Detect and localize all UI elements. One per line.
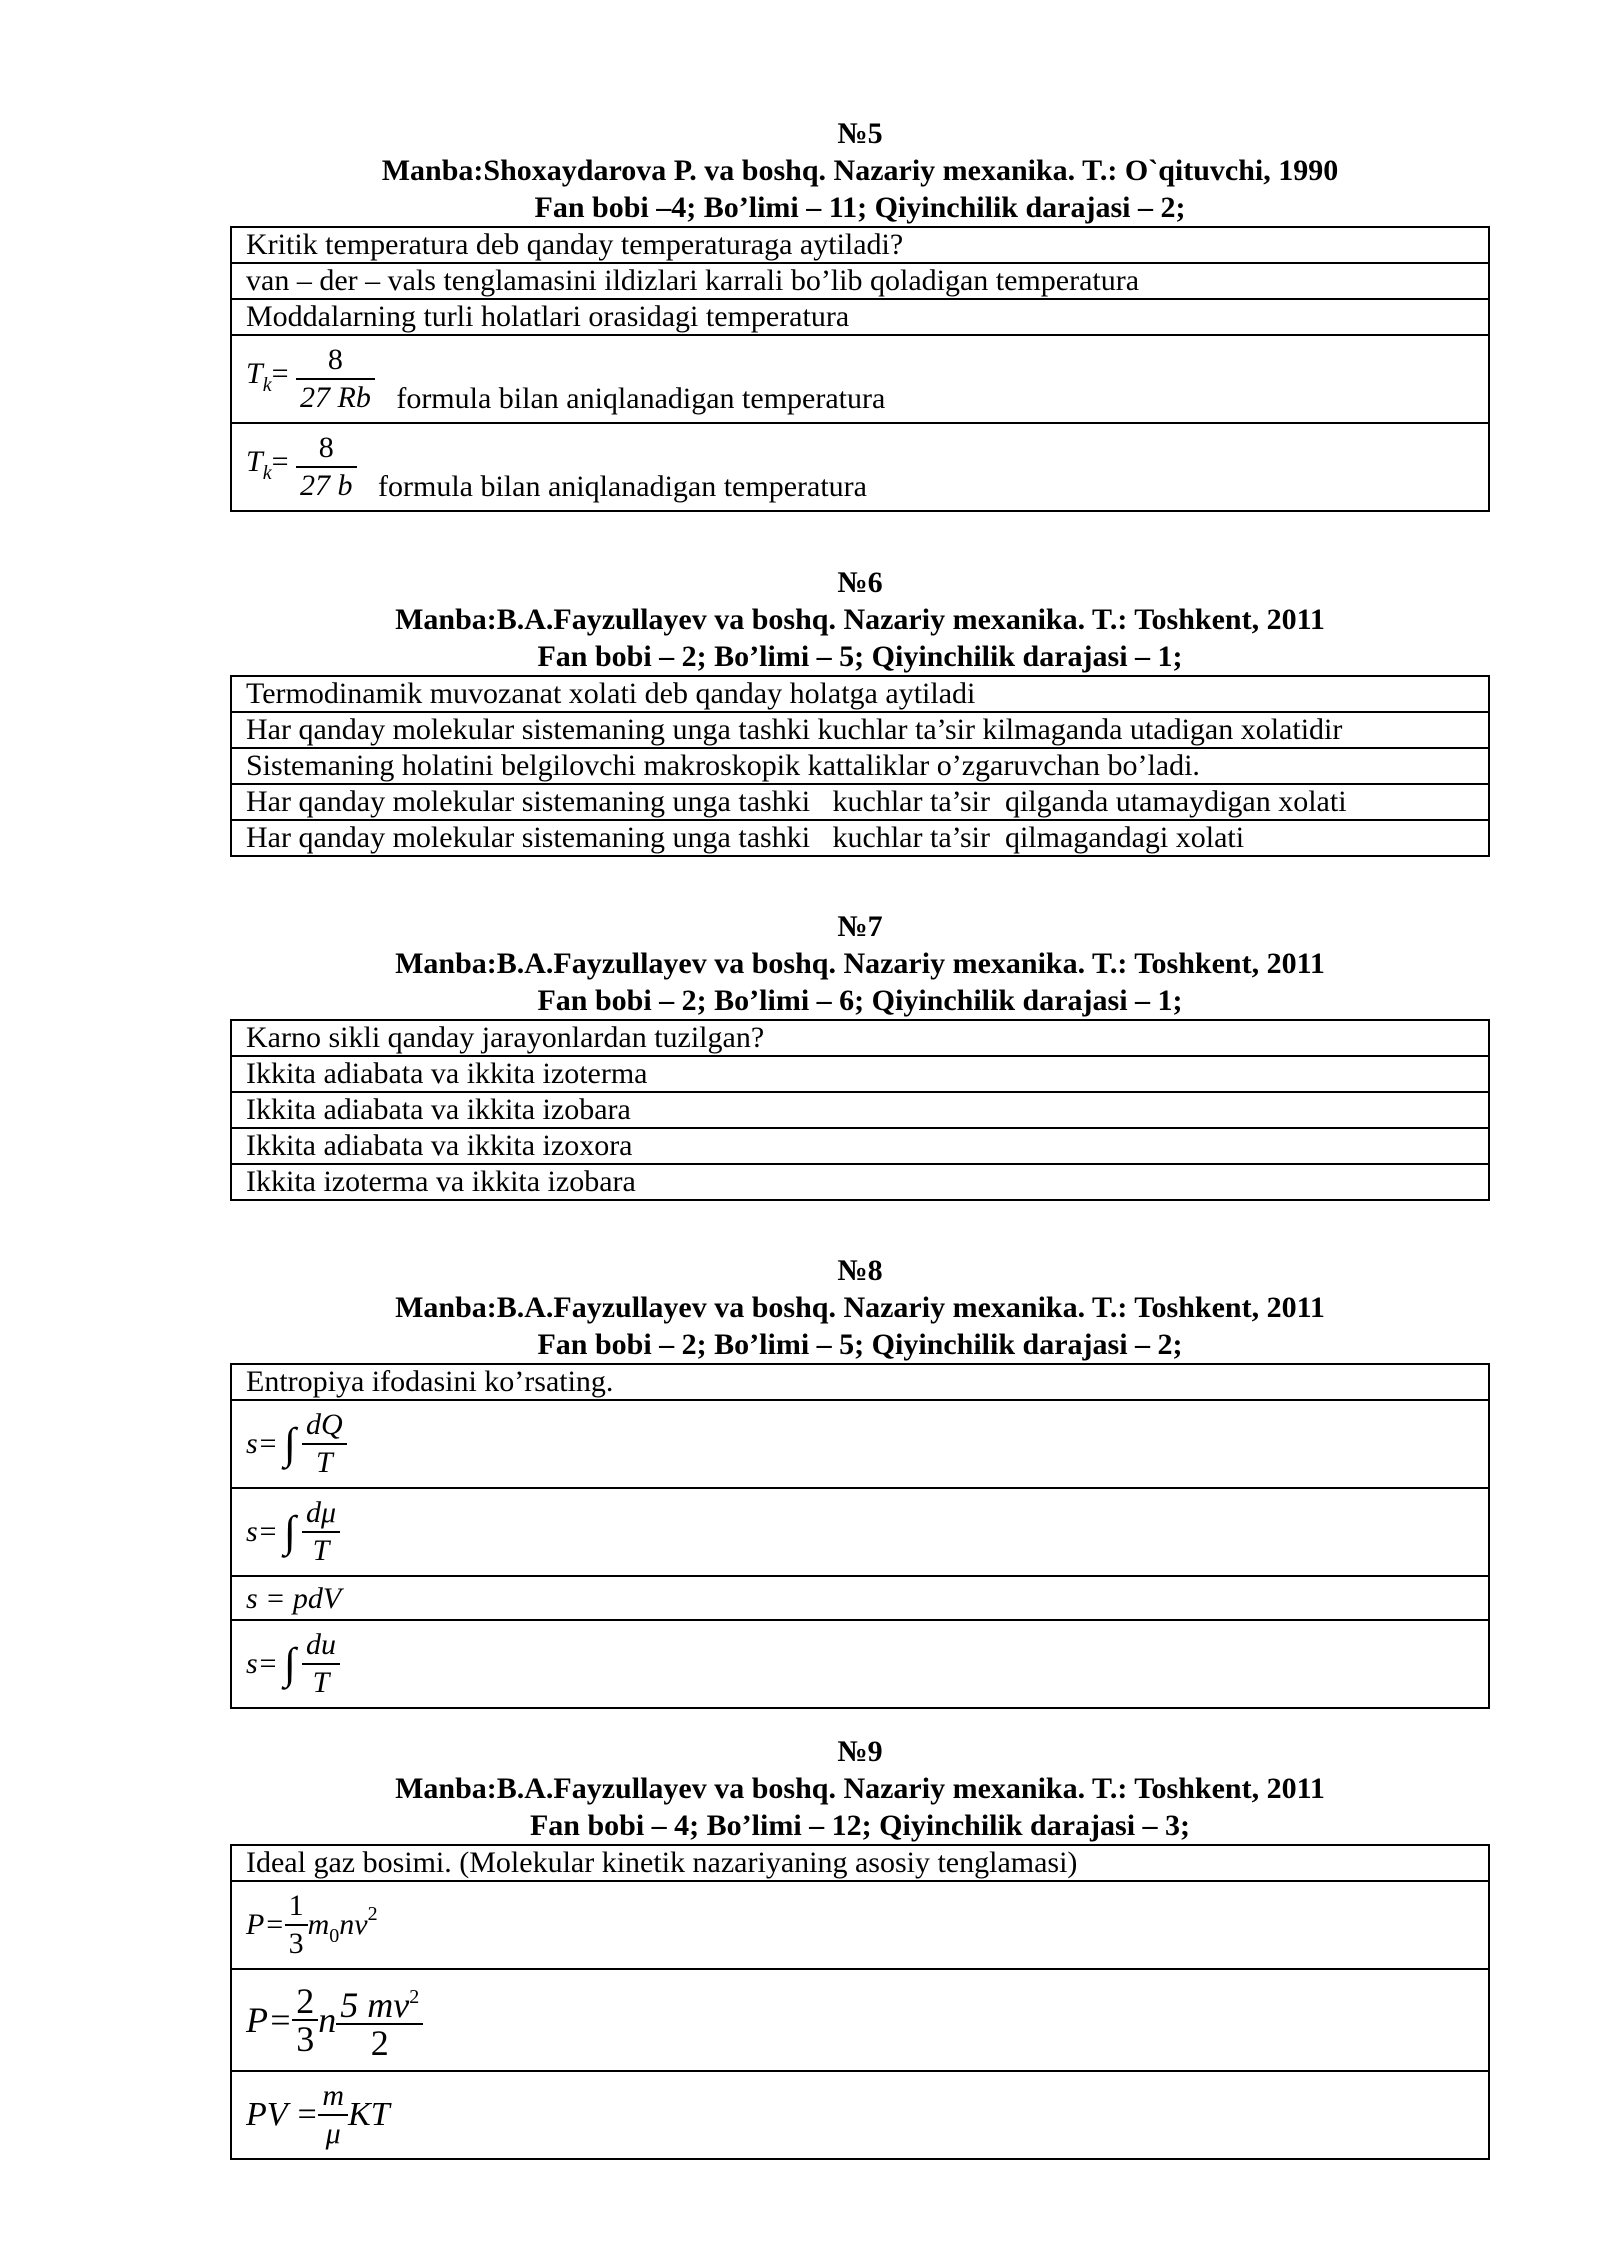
question-5 — [230, 115, 1490, 512]
question-text: Kritik temperatura deb qanday temperaturaga aytiladi? — [231, 227, 1489, 263]
formula-fraction: $\frac{1}{3}$ — [285, 1888, 308, 1962]
question-6 — [230, 564, 1490, 857]
question-table — [230, 675, 1490, 857]
question-table — [230, 226, 1490, 512]
question-text: Termodinamik muvozanat xolati deb qanday holatga aytiladi — [231, 676, 1489, 712]
answer-option — [231, 1969, 1489, 2071]
formula: P= — [246, 2000, 293, 2040]
answer-option: Har qanday molekular sistemaning unga tashki kuchlar ta’sir qilmagandagi xolati — [231, 820, 1489, 856]
integral-sign: ∫ — [283, 1639, 296, 1688]
question-number: №8 — [837, 1254, 883, 1287]
question-number: №9 — [837, 1735, 883, 1768]
answer-option — [231, 335, 1489, 423]
answer-option — [231, 1488, 1489, 1576]
question-table — [230, 1844, 1490, 2160]
formula: P= — [246, 1908, 285, 1941]
answer-option: Ikkita adiabata va ikkita izoterma — [231, 1056, 1489, 1092]
formula: s = pdV — [246, 1582, 342, 1616]
question-8 — [230, 1252, 1490, 1709]
question-source: Manba:B.A.Fayzullayev va boshq. Nazariy mexanika. T.: Toshkent, 2011 — [395, 1772, 1325, 1805]
formula-fraction: $\frac{d\mu}{T}$ — [302, 1495, 340, 1569]
formula-fraction: $\frac{m}{\mu}$ — [318, 2078, 348, 2152]
formula: s= — [246, 1515, 278, 1548]
formula: $T_k=$ — [246, 356, 289, 396]
formula: $m_0nv^2$ — [307, 1903, 378, 1947]
question-meta: Fan bobi – 2; Bo’limi – 5; Qiyinchilik darajasi – 2; — [537, 1328, 1183, 1361]
answer-option — [231, 1620, 1489, 1708]
answer-option — [231, 1400, 1489, 1488]
answer-option: Moddalarning turli holatlari orasidagi temperatura — [231, 299, 1489, 335]
answer-option: Ikkita adiabata va ikkita izobara — [231, 1092, 1489, 1128]
question-meta: Fan bobi – 2; Bo’limi – 5; Qiyinchilik darajasi – 1; — [537, 640, 1183, 673]
question-meta: Fan bobi – 2; Bo’limi – 6; Qiyinchilik darajasi – 1; — [537, 984, 1183, 1017]
formula: $T_k=$ — [246, 444, 289, 484]
answer-option: Ikkita izoterma va ikkita izobara — [231, 1164, 1489, 1200]
formula-fraction: $\frac{5 mv^2}{2}$ — [336, 1979, 423, 2061]
answer-option — [231, 1576, 1489, 1620]
answer-text: formula bilan aniqlanadigan temperatura — [396, 382, 886, 415]
formula: s= — [246, 1647, 278, 1680]
question-text: Ideal gaz bosimi. (Molekular kinetik nazariyaning asosiy tenglamasi) — [231, 1845, 1489, 1881]
integral-sign: ∫ — [283, 1507, 296, 1556]
formula-fraction: $\frac{dQ}{T}$ — [302, 1407, 347, 1481]
answer-option — [231, 423, 1489, 511]
question-source: Manba:B.A.Fayzullayev va boshq. Nazariy mexanika. T.: Toshkent, 2011 — [395, 1291, 1325, 1324]
answer-option: Har qanday molekular sistemaning unga tashki kuchlar ta’sir qilganda utamaydigan xolati — [231, 784, 1489, 820]
question-meta: Fan bobi – 4; Bo’limi – 12; Qiyinchilik darajasi – 3; — [529, 1809, 1191, 1842]
answer-text: formula bilan aniqlanadigan temperatura — [378, 470, 867, 503]
answer-option: van – der – vals tenglamasini ildizlari karrali bo’lib qoladigan temperatura — [231, 263, 1489, 299]
question-table — [230, 1363, 1490, 1709]
formula: KT — [348, 2096, 390, 2133]
question-meta: Fan bobi –4; Bo’limi – 11; Qiyinchilik darajasi – 2; — [534, 191, 1186, 224]
question-number: №7 — [837, 910, 883, 943]
question-9 — [230, 1733, 1490, 2160]
formula: s= — [246, 1427, 278, 1460]
integral-sign: ∫ — [283, 1419, 296, 1468]
question-source: Manba:Shoxaydarova P. va boshq. Nazariy mexanika. T.: O`qituvchi, 1990 — [381, 154, 1339, 187]
question-text: Entropiya ifodasini ko’rsating. — [231, 1364, 1489, 1400]
answer-option — [231, 2071, 1489, 2159]
formula-fraction: $\frac{8}{27 b}$ — [296, 430, 357, 504]
answer-option: Har qanday molekular sistemaning unga tashki kuchlar ta’sir kilmaganda utadigan xolatidir — [231, 712, 1489, 748]
formula-fraction: $\frac{2}{3}$ — [292, 1983, 318, 2057]
formula-fraction: $\frac{8}{27 Rb}$ — [296, 342, 375, 416]
question-source: Manba:B.A.Fayzullayev va boshq. Nazariy mexanika. T.: Toshkent, 2011 — [395, 603, 1325, 636]
formula-fraction: $\frac{du}{T}$ — [302, 1627, 340, 1701]
answer-option — [231, 1881, 1489, 1969]
answer-option: Sistemaning holatini belgilovchi makroskopik kattaliklar o’zgaruvchan bo’ladi. — [231, 748, 1489, 784]
question-text: Karno sikli qanday jarayonlardan tuzilgan? — [231, 1020, 1489, 1056]
question-number: №5 — [837, 117, 883, 150]
question-7 — [230, 908, 1490, 1201]
formula: n — [318, 2000, 337, 2040]
answer-option: Ikkita adiabata va ikkita izoxora — [231, 1128, 1489, 1164]
question-table — [230, 1019, 1490, 1201]
formula: PV = — [246, 2096, 319, 2133]
question-number: №6 — [837, 566, 883, 599]
question-source: Manba:B.A.Fayzullayev va boshq. Nazariy mexanika. T.: Toshkent, 2011 — [395, 947, 1325, 980]
